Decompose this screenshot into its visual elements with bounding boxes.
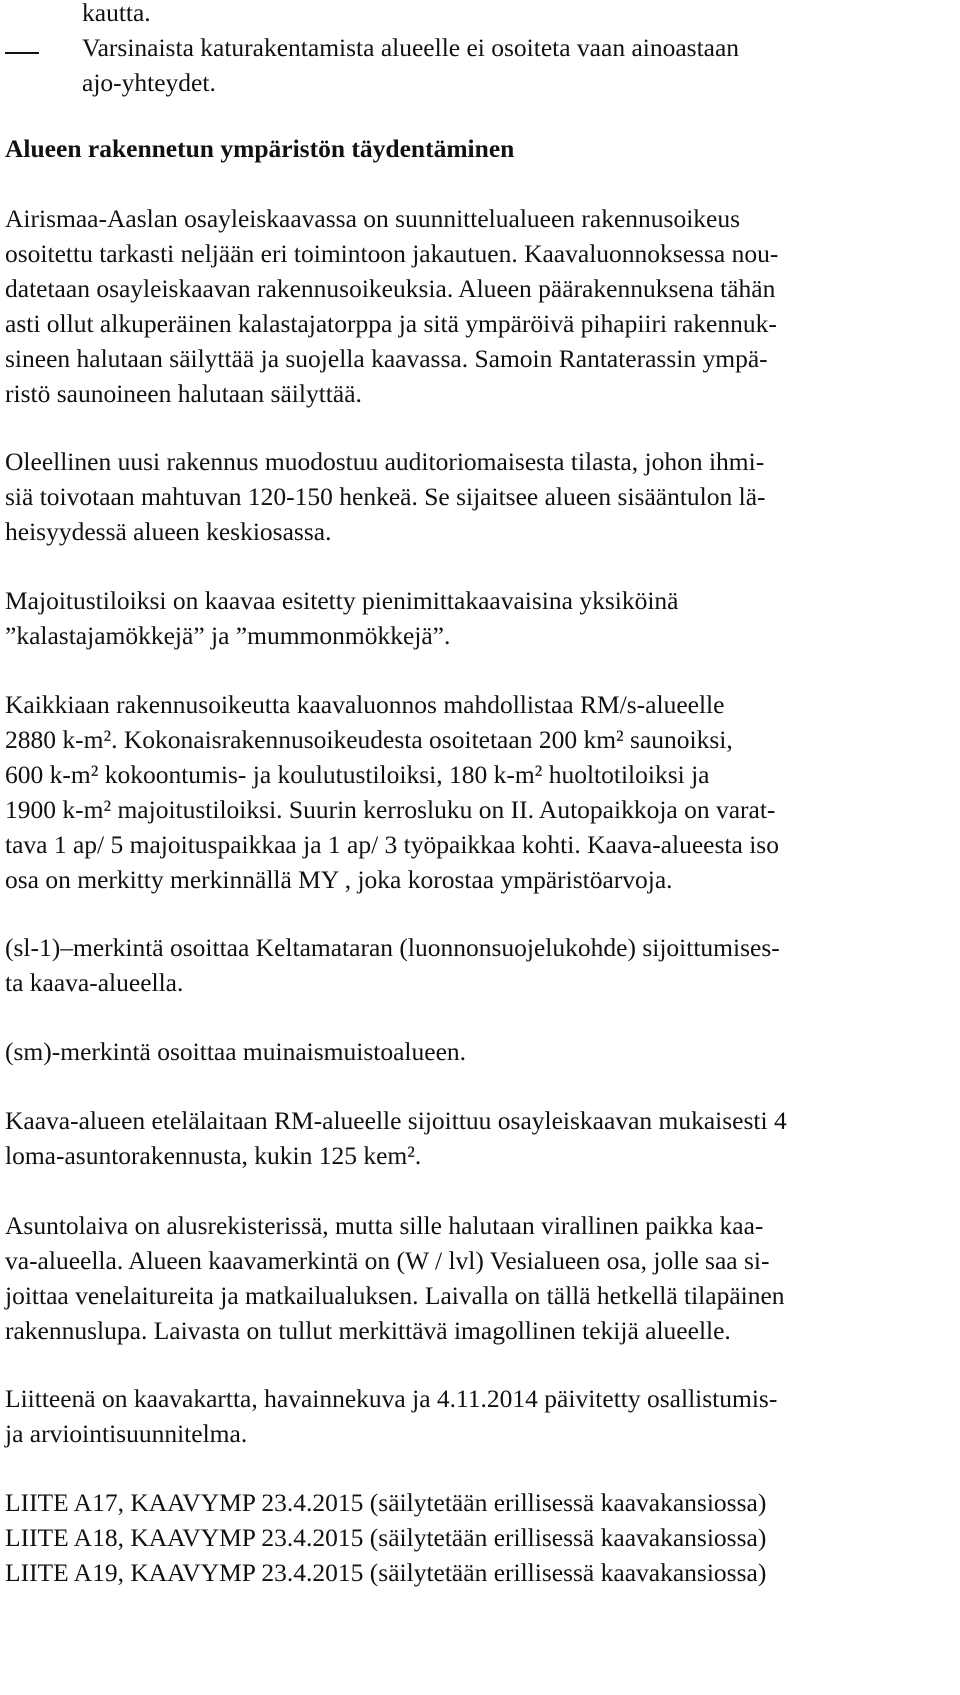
paragraph-line: rakennuslupa. Laivasta on tullut merkittävä imagollinen tekijä alueelle.: [5, 1316, 731, 1345]
paragraph-line: Liitteenä on kaavakartta, havainnekuva ja 4.11.2014 päivitetty osallistumis-: [5, 1384, 778, 1413]
paragraph-line: 1900 k-m² majoitustiloiksi. Suurin kerrosluku on II. Autopaikkoja on varat-: [5, 795, 776, 824]
paragraph-line: Airismaa-Aaslan osayleiskaavassa on suunnittelualueen rakennusoikeus: [5, 204, 741, 233]
paragraph-line: Kaava-alueen etelälaitaan RM-alueelle sijoittuu osayleiskaavan mukaisesti 4: [5, 1106, 787, 1135]
paragraph-line: ja arviointisuunnitelma.: [5, 1419, 248, 1448]
paragraph-line: (sl-1)–merkintä osoittaa Keltamataran (luonnonsuojelukohde) sijoittumises-: [5, 933, 780, 962]
paragraph-line: va-alueella. Alueen kaavamerkintä on (W / lvl) Vesialueen osa, jolle saa si-: [5, 1246, 770, 1275]
paragraph-line: ”kalastajamökkejä” ja ”mummonmökkejä”.: [5, 621, 451, 650]
paragraph-line: asti ollut alkuperäinen kalastajatorppa ja sitä ympäröivä pihapiiri rakennuk-: [5, 309, 777, 338]
bullet-line: ajo-yhteydet.: [82, 68, 216, 97]
paragraph-line: osoitettu tarkasti neljään eri toimintoon jakautuen. Kaavaluonnoksessa nou-: [5, 239, 779, 268]
attachment-line: LIITE A19, KAAVYMP 23.4.2015 (säilytetään erillisessä kaavakansiossa): [5, 1558, 767, 1587]
intro-fragment: kautta.: [82, 0, 151, 27]
paragraph-line: Kaikkiaan rakennusoikeutta kaavaluonnos mahdollistaa RM/s-alueelle: [5, 690, 725, 719]
paragraph-line: heisyydessä alueen keskiosassa.: [5, 517, 332, 546]
paragraph-line: tava 1 ap/ 5 majoituspaikkaa ja 1 ap/ 3 työpaikkaa kohti. Kaava-alueesta iso: [5, 830, 779, 859]
attachment-line: LIITE A18, KAAVYMP 23.4.2015 (säilytetään erillisessä kaavakansiossa): [5, 1523, 767, 1552]
attachment-line: LIITE A17, KAAVYMP 23.4.2015 (säilytetään erillisessä kaavakansiossa): [5, 1488, 767, 1517]
paragraph-line: Majoitustiloiksi on kaavaa esitetty pienimittakaavaisina yksiköinä: [5, 586, 679, 615]
paragraph-line: Asuntolaiva on alusrekisterissä, mutta sille halutaan virallinen paikka kaa-: [5, 1211, 764, 1240]
section-heading: Alueen rakennetun ympäristön täydentäminen: [5, 134, 515, 163]
paragraph-line: siä toivotaan mahtuvan 120-150 henkeä. Se sijaitsee alueen sisääntulon lä-: [5, 482, 766, 511]
paragraph-line: (sm)-merkintä osoittaa muinaismuistoalueen.: [5, 1037, 467, 1066]
paragraph-line: sineen halutaan säilyttää ja suojella kaavassa. Samoin Rantaterassin ympä-: [5, 344, 768, 373]
paragraph-line: 2880 k-m². Kokonaisrakennusoikeudesta osoitetaan 200 km² saunoiksi,: [5, 725, 733, 754]
bullet-line: Varsinaista katurakentamista alueelle ei osoiteta vaan ainoastaan: [82, 33, 740, 62]
paragraph-line: ristö saunoineen halutaan säilyttää.: [5, 379, 362, 408]
paragraph-line: osa on merkitty merkinnällä MY , joka korostaa ympäristöarvoja.: [5, 865, 673, 894]
paragraph-line: 600 k-m² kokoontumis- ja koulutustiloiksi, 180 k-m² huoltotiloiksi ja: [5, 760, 710, 789]
paragraph-line: Oleellinen uusi rakennus muodostuu auditoriomaisesta tilasta, johon ihmi-: [5, 447, 765, 476]
paragraph-line: ta kaava-alueella.: [5, 968, 184, 997]
paragraph-line: joittaa venelaitureita ja matkailualuksen. Laivalla on tällä hetkellä tilapäinen: [5, 1281, 785, 1310]
paragraph-line: datetaan osayleiskaavan rakennusoikeuksia. Alueen päärakennuksena tähän: [5, 274, 776, 303]
bullet-dash: [5, 52, 39, 54]
paragraph-line: loma-asuntorakennusta, kukin 125 kem².: [5, 1141, 422, 1170]
